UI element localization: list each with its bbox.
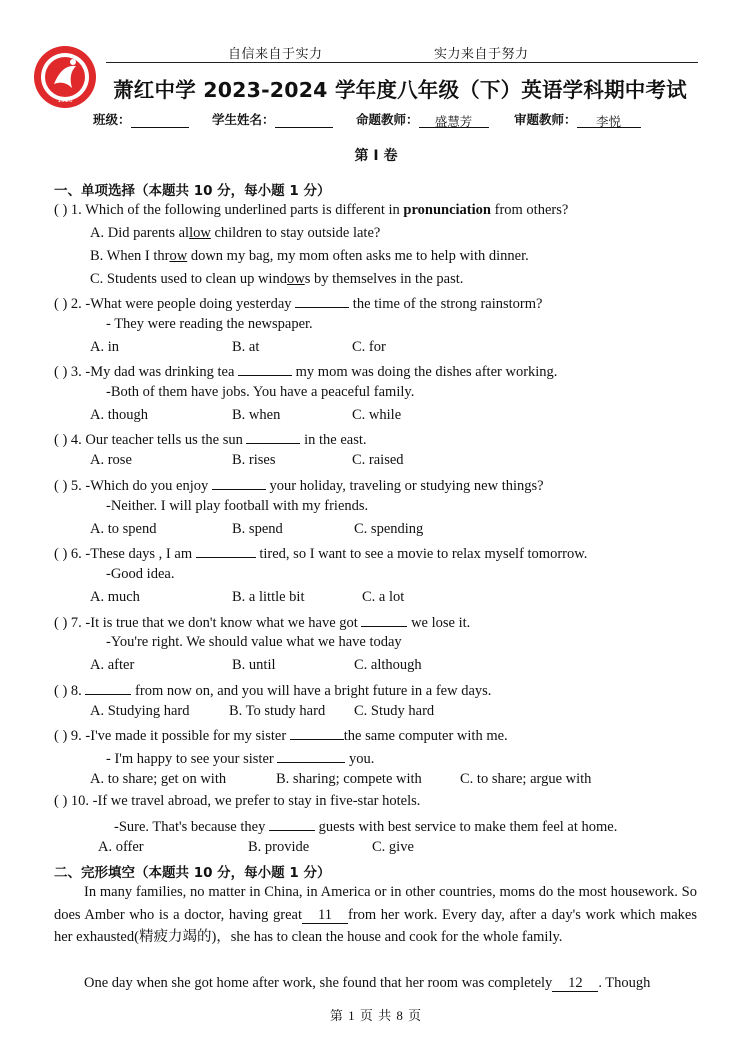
q4-stem: ( ) 4. Our teacher tells us the sun in the east. (54, 429, 367, 449)
cloze-blank-11: 11 (302, 907, 348, 924)
q7-stem: ( ) 7. -It is true that we don't know what we have got we lose it. (54, 612, 470, 632)
q9-option-b: B. sharing; compete with (276, 771, 422, 787)
q3-stem: ( ) 3. -My dad was drinking tea my mom was doing the dishes after working. (54, 361, 557, 381)
setter-name: 盛慧芳 (419, 112, 489, 128)
section1-heading: 一、单项选择（本题共 10 分，每小题 1 分） (54, 183, 331, 199)
q1-option-c: C. Students used to clean up windows by themselves in the past. (90, 271, 464, 287)
q10-option-b: B. provide (248, 839, 310, 855)
q7-reply: -You're right. We should value what we have today (106, 634, 402, 650)
volume-label: 第 I 卷 (354, 148, 398, 164)
reviewer-field: 审题教师： 李悦 (514, 110, 641, 128)
q6-option-c: C. a lot (362, 589, 405, 605)
motto-right: 实力来自于努力 (434, 46, 529, 61)
q10-stem: ( ) 10. -If we travel abroad, we prefer to stay in five-star hotels. (54, 793, 421, 809)
q5-option-b: B. spend (232, 521, 283, 537)
section2-heading: 二、完形填空（本题共 10 分，每小题 1 分） (54, 865, 331, 881)
q5-option-a: A. to spend (90, 521, 157, 537)
q3-option-c: C. while (352, 407, 402, 423)
q10-option-c: C. give (372, 839, 414, 855)
q5-option-c: C. spending (354, 521, 424, 537)
q4-option-a: A. rose (90, 452, 132, 468)
q6-reply: -Good idea. (106, 566, 175, 582)
q8-option-a: A. Studying hard (90, 703, 190, 719)
q2-reply: - They were reading the newspaper. (106, 316, 313, 332)
class-field: 班级： (93, 110, 189, 128)
reviewer-name: 李悦 (577, 112, 641, 128)
exam-title: 萧红中学 2023-2024 学年度八年级（下）英语学科期中考试 (113, 78, 687, 102)
cloze-paragraph-2: One day when she got home after work, she found that her room was completely 12 . Though (84, 975, 651, 991)
q5-reply: -Neither. I will play football with my friends. (106, 498, 369, 514)
q2-option-a: A. in (90, 339, 119, 355)
q1-option-a: A. Did parents allow children to stay outside late? (90, 225, 381, 241)
q4-option-b: B. rises (232, 452, 276, 468)
q7-option-a: A. after (90, 657, 135, 673)
q6-stem: ( ) 6. -These days , I am tired, so I want to see a movie to relax myself tomorrow. (54, 543, 587, 563)
q2-stem: ( ) 2. -What were people doing yesterday the time of the strong rainstorm? (54, 293, 542, 313)
q9-option-a: A. to share; get on with (90, 771, 227, 787)
q4-option-c: C. raised (352, 452, 404, 468)
q1-stem: ( ) 1. Which of the following underlined parts is different in pronunciation from others? (54, 202, 569, 218)
q3-option-a: A. though (90, 407, 148, 423)
q8-stem: ( ) 8. from now on, and you will have a bright future in a few days. (54, 680, 491, 700)
q3-reply: -Both of them have jobs. You have a peaceful family. (106, 384, 415, 400)
q9-option-c: C. to share; argue with (460, 771, 592, 787)
header-rule (106, 40, 698, 63)
q2-option-b: B. at (232, 339, 260, 355)
q6-option-a: A. much (90, 589, 140, 605)
student-name-field: 学生姓名： (212, 110, 333, 128)
q10-option-a: A. offer (98, 839, 144, 855)
q10-reply: -Sure. That's because they guests with best service to make them feel at home. (114, 816, 617, 836)
setter-field: 命题教师： 盛慧芳 (356, 110, 489, 128)
school-logo (32, 44, 98, 110)
q8-option-c: C. Study hard (354, 703, 435, 719)
q9-stem: ( ) 9. -I've made it possible for my sister the same computer with me. (54, 725, 508, 745)
cloze-paragraph-1: In many families, no matter in China, in America or in other countries, moms do the most housework. So does Amber who is a doctor, having great 11 from her work. Every day, after a day's work which makes her exhausted(精疲力竭的)，she has to clean the house and cook for the whole family. (54, 884, 697, 946)
q5-stem: ( ) 5. -Which do you enjoy your holiday, traveling or studying new things? (54, 475, 544, 495)
logo-year: 1926 (57, 97, 73, 104)
page-footer: 第 1 页 共 8 页 (329, 1008, 423, 1023)
q3-option-b: B. when (232, 407, 281, 423)
q2-option-c: C. for (352, 339, 386, 355)
q8-option-b: B. To study hard (229, 703, 326, 719)
q7-option-b: B. until (232, 657, 276, 673)
q6-option-b: B. a little bit (232, 589, 305, 605)
q7-option-c: C. although (354, 657, 422, 673)
q9-reply: - I'm happy to see your sister you. (106, 748, 374, 768)
q1-option-b: B. When I throw down my bag, my mom often asks me to help with dinner. (90, 248, 529, 264)
motto-left: 自信来自于实力 (228, 46, 323, 61)
cloze-blank-12: 12 (552, 975, 598, 992)
